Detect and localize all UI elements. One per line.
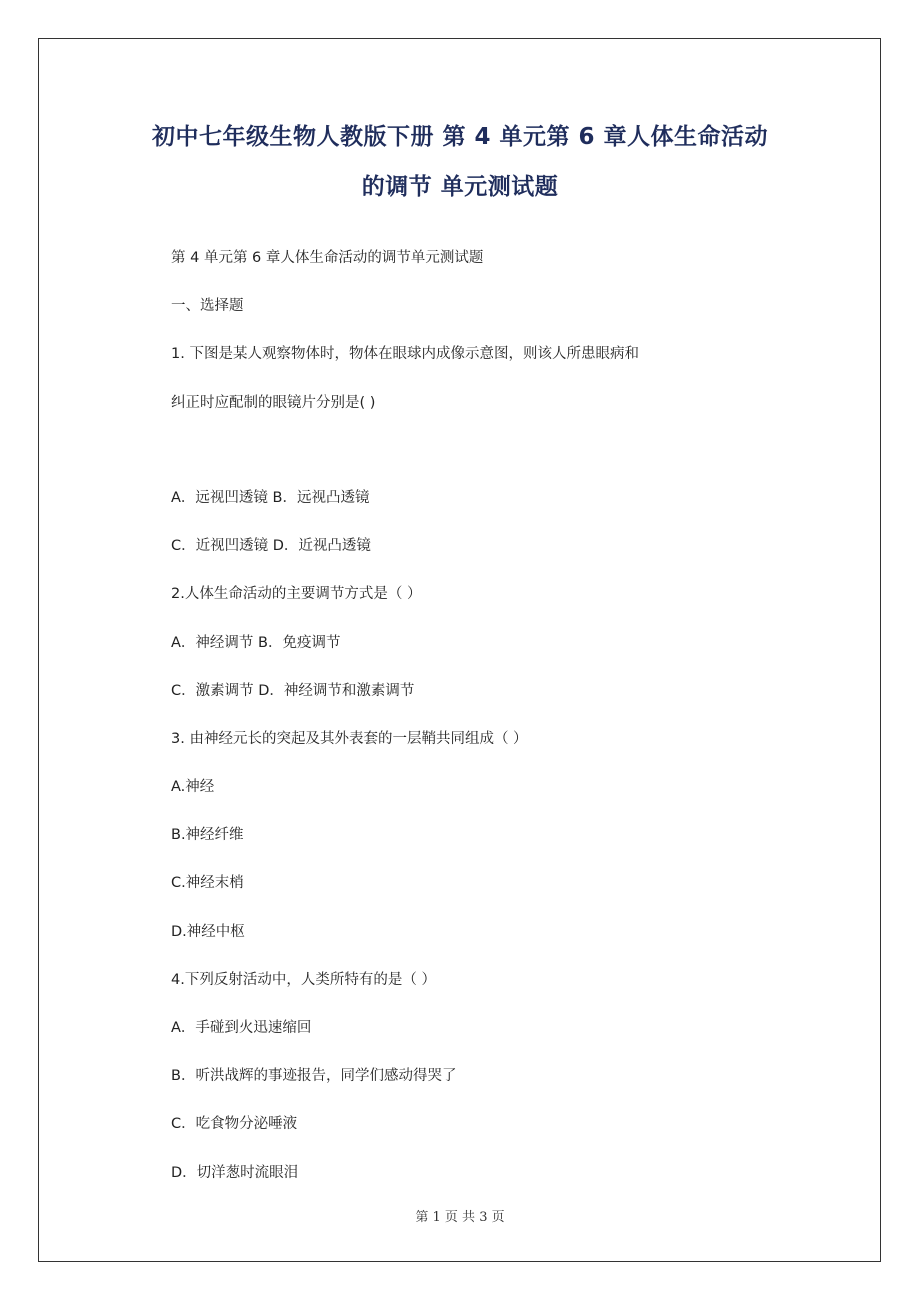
document-title-line-2: 的调节 单元测试题 xyxy=(361,174,559,200)
question-1-options-line-1: A．远视凹透镜 B．远视凸透镜 xyxy=(171,490,370,506)
question-3-option-c: C.神经末梢 xyxy=(171,875,244,891)
question-2-options-line-1: A．神经调节 B．免疫调节 xyxy=(171,635,341,651)
question-4-stem: 4.下列反射活动中，人类所特有的是（ ） xyxy=(171,972,436,988)
question-4-option-d: D．切洋葱时流眼泪 xyxy=(171,1165,299,1181)
question-3-option-d: D.神经中枢 xyxy=(171,924,245,940)
question-4-option-a: A．手碰到火迅速缩回 xyxy=(171,1020,312,1036)
question-1-stem-line-2: 纠正时应配制的眼镜片分别是( ) xyxy=(171,395,376,411)
question-1-stem-line-1: 1. 下图是某人观察物体时，物体在眼球内成像示意图，则该人所患眼病和 xyxy=(171,346,639,362)
question-3-stem: 3. 由神经元长的突起及其外表套的一层鞘共同组成（ ） xyxy=(171,731,528,747)
page-number-footer: 第 1 页 共 3 页 xyxy=(415,1210,505,1225)
document-title-line-1: 初中七年级生物人教版下册 第 4 单元第 6 章人体生命活动 xyxy=(151,124,769,150)
page-border xyxy=(38,38,881,1262)
question-1-options-line-2: C．近视凹透镜 D．近视凸透镜 xyxy=(171,538,371,554)
question-3-option-b: B.神经纤维 xyxy=(171,827,244,843)
question-3-option-a: A.神经 xyxy=(171,779,215,795)
subtitle: 第 4 单元第 6 章人体生命活动的调节单元测试题 xyxy=(171,250,484,266)
question-4-option-b: B．听洪战辉的事迹报告，同学们感动得哭了 xyxy=(171,1068,457,1084)
question-2-options-line-2: C．激素调节 D．神经调节和激素调节 xyxy=(171,683,415,699)
section-heading: 一、选择题 xyxy=(171,298,244,314)
question-4-option-c: C．吃食物分泌唾液 xyxy=(171,1116,298,1132)
question-2-stem: 2.人体生命活动的主要调节方式是（ ） xyxy=(171,586,422,602)
